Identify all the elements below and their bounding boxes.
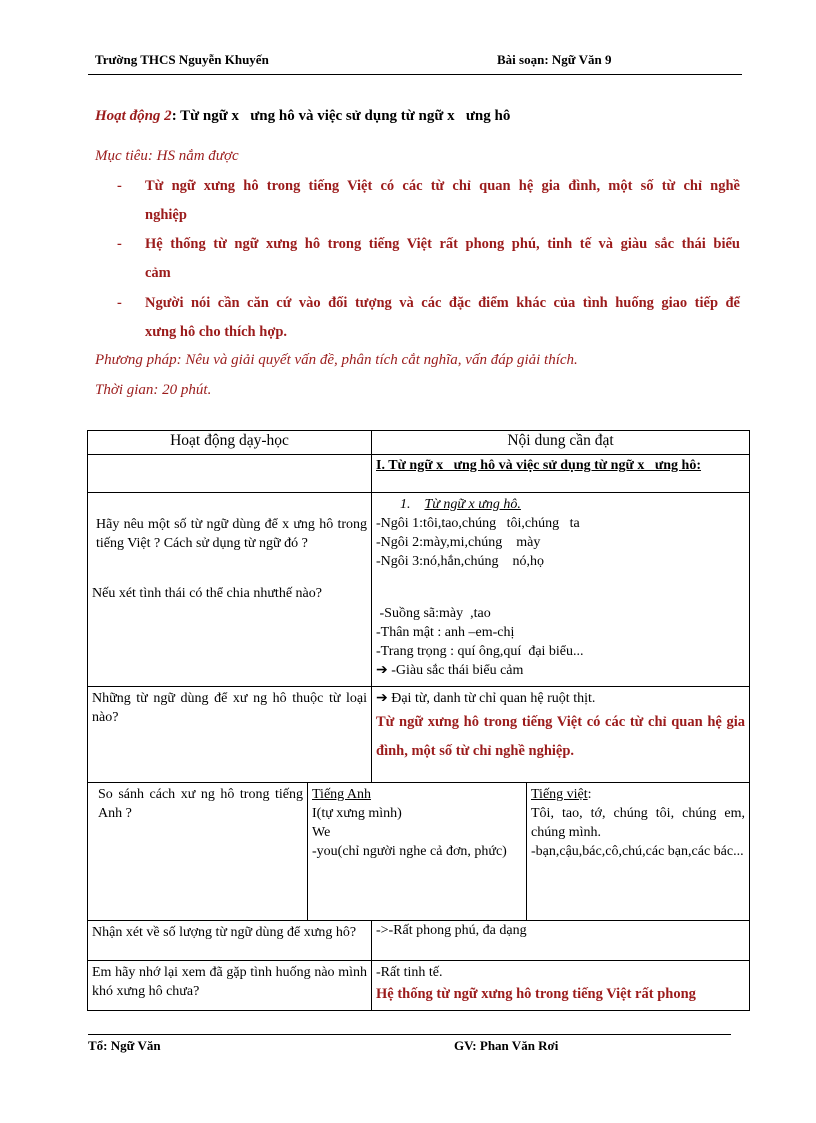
vietnamese-title: Tiếng việt: [531,787,592,802]
header-rule [88,74,742,75]
answer-word-class: ➔ Đại từ, danh từ chỉ quan hệ ruột thịt. [376,691,596,706]
lesson-table [87,430,750,1011]
answer-quantity: ->-Rất phong phú, đa dạng [372,921,750,961]
footer-teacher: GV: Phan Văn Rơi [454,1038,559,1053]
english-cell [308,783,527,921]
footer-department: Tổ: Ngữ Văn [88,1038,161,1053]
objective-item-line2: cảm [145,265,171,281]
vietnamese-line: Tôi, tao, tớ, chúng tôi, chúng em, chúng mình. [531,806,746,840]
objective-item-line1: Người nói cần căn cứ vào đối tượng và các đặc điểm khác của tình huống giao tiếp để [145,295,740,311]
english-line: I(tự xưng mình) [312,806,402,821]
question-situation: Em hãy nhớ lại xem đã gặp tình huống nào mình khó xưng hô chưa? [88,961,372,1011]
bullet-dash: - [117,178,122,194]
question-word-class: Những từ ngữ dùng để xư ng hô thuộc từ loại nào? [88,687,372,783]
arrow-right-icon: ➔ [376,663,392,678]
answer-subtle: -Rất tinh tế. [376,965,443,980]
objective-item-line1: Từ ngữ xưng hô trong tiếng Việt có các từ chỉ quan hệ gia đình, một số từ chỉ nghề [145,178,740,194]
activity-heading [95,108,510,125]
arrow-right-icon: ➔ [376,691,392,706]
content-cell-word-class [372,687,750,783]
answer-conclusion: Từ ngữ xưng hô trong tiếng Việt có các từ chỉ quan hệ gia đình, một số từ chỉ nghề nghiệp. [376,714,746,759]
section-title: I. Từ ngữ x ưng hô và việc sử dụng từ ngữ x ưng hô: [372,455,750,493]
person-line: -Ngôi 2:mày,mi,chúng mày [376,535,541,550]
objective-item-line2: xưng hô cho thích hợp. [145,324,288,340]
content-cell-pronouns [372,493,750,687]
question-modality: Nếu xét tình thái có thể chia nhưthế nào? [92,586,322,601]
method-text: Phương pháp: Nêu và giải quyết vấn đề, phân tích cắt nghĩa, vấn đáp giải thích. [95,352,578,368]
english-line: We [312,825,331,840]
vietnamese-cell [527,783,750,921]
column-header-content: Nội dung cần đạt [372,431,750,455]
header-subject: Bài soạn: Ngữ Văn 9 [497,52,612,67]
vietnamese-line: -bạn,cậu,bác,cô,chú,các bạn,các bác... [531,844,744,859]
person-line: -Ngôi 3:nó,hắn,chúng nó,họ [376,554,544,569]
activity-title: : Từ ngữ x ưng hô và việc sử dụng từ ngữ x ưng hô [171,108,511,124]
person-line: -Ngôi 1:tôi,tao,chúng tôi,chúng ta [376,516,580,531]
objective-item-line2: nghiệp [145,207,187,223]
english-title: Tiếng Anh [312,787,372,802]
question-quantity: Nhận xét về số lượng từ ngữ dùng để xưng hô? [88,921,372,961]
question-english: So sánh cách xư ng hô trong tiếng Anh ? [88,783,308,921]
bullet-dash: - [117,295,122,311]
answer-system: Hệ thống từ ngữ xưng hô trong tiếng Việt rất phong [376,986,696,1002]
header-school: Trường THCS Nguyễn Khuyến [95,52,269,67]
time-text: Thời gian: 20 phút. [95,382,212,398]
modality-line: ➔ -Giàu sắc thái biểu cảm [376,663,524,678]
activity-label: Hoạt động 2 [95,108,172,124]
objective-heading: Mục tiêu: HS nắm được [95,148,239,164]
modality-line: -Suồng sã:mày ,tao [376,606,491,621]
footer-rule [88,1034,731,1035]
question-pronouns: Hãy nêu một số từ ngữ dùng để x ưng hô trong tiếng Việt ? Cách sử dụng từ ngữ đó ? [96,517,367,551]
bullet-dash: - [117,236,122,252]
subsection-heading: 1. Từ ngữ x ưng hô. [400,497,521,512]
empty-cell [88,455,372,493]
column-header-activities: Hoạt động dạy-học [88,431,372,455]
english-line: -you(chỉ người nghe cả đơn, phức) [312,844,507,859]
objective-item-line1: Hệ thống từ ngữ xưng hô trong tiếng Việt rất phong phú, tinh tế và giàu sắc thái biểu [145,236,740,252]
modality-line: -Thân mật : anh –em-chị [376,625,515,640]
content-cell-situation [372,961,750,1011]
activity-cell-pronouns [88,493,372,687]
modality-line: -Trang trọng : quí ông,quí đại biểu... [376,644,584,659]
